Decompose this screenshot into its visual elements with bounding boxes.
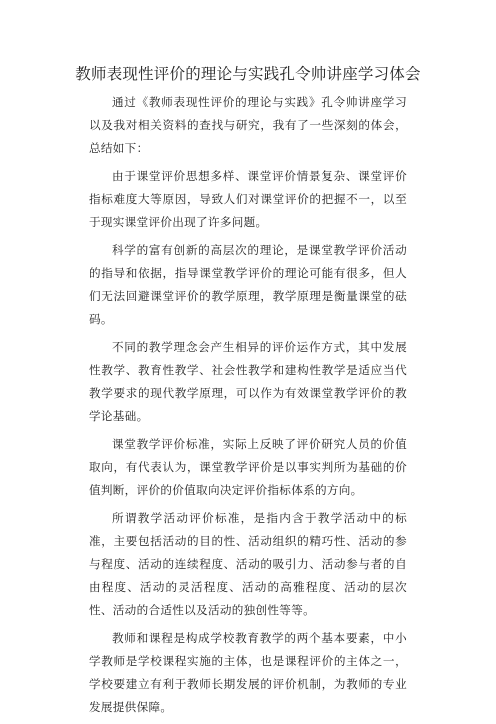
paragraph-5: 课堂教学评价标准，实际上反映了评价研究人员的价值取向，有代表认为，课堂教学评价是以事实判所为基础的价值判断，评价的价值取向决定评价指标体系的方向。 — [89, 437, 407, 497]
paragraph-7: 教师和课程是构成学校教育教学的两个基本要素，中小学教师是学校课程实施的主体，也是课程评价的主体之一，学校要建立有利于教师长期发展的评价机制，为教师的专业发展提供保障。 — [89, 631, 407, 714]
document-title: 教师表现性评价的理论与实践孔令帅讲座学习体会 — [75, 65, 421, 83]
paragraph-4: 不同的教学理念会产生相异的评价运作方式，其中发展性教学、教育性教学、社会性教学和建构性教学是适应当代教学要求的现代教学原理，可以作为有效课堂教学评价的教学论基础。 — [89, 340, 407, 423]
paragraph-3: 科学的富有创新的高层次的理论，是课堂教学评价活动的指导和依据，指导课堂教学评价的理论可能有很多，但人们无法回避课堂评价的教学原理，教学原理是衡量课堂的砝码。 — [89, 243, 407, 326]
paragraph-6: 所谓教学活动评价标准，是指内含于教学活动中的标准，主要包括活动的目的性、活动组织的精巧性、活动的参与程度、活动的连续程度、活动的吸引力、活动参与者的自由程度、活动的灵活程度、活动的高雅程度、活动的层次性、活动的合适性以及活动的独创性等等。 — [89, 511, 407, 617]
paragraph-2: 由于课堂评价思想多样、课堂评价情景复杂、课堂评价指标难度大等原因，导致人们对课堂评价的把握不一，以至于现实课堂评价出现了许多问题。 — [89, 169, 407, 229]
paragraph-1: 通过《教师表现性评价的理论与实践》孔令帅讲座学习以及我对相关资料的查找与研究，我有了一些深刻的体会，总结如下： — [89, 95, 407, 155]
document-body — [89, 91, 407, 724]
